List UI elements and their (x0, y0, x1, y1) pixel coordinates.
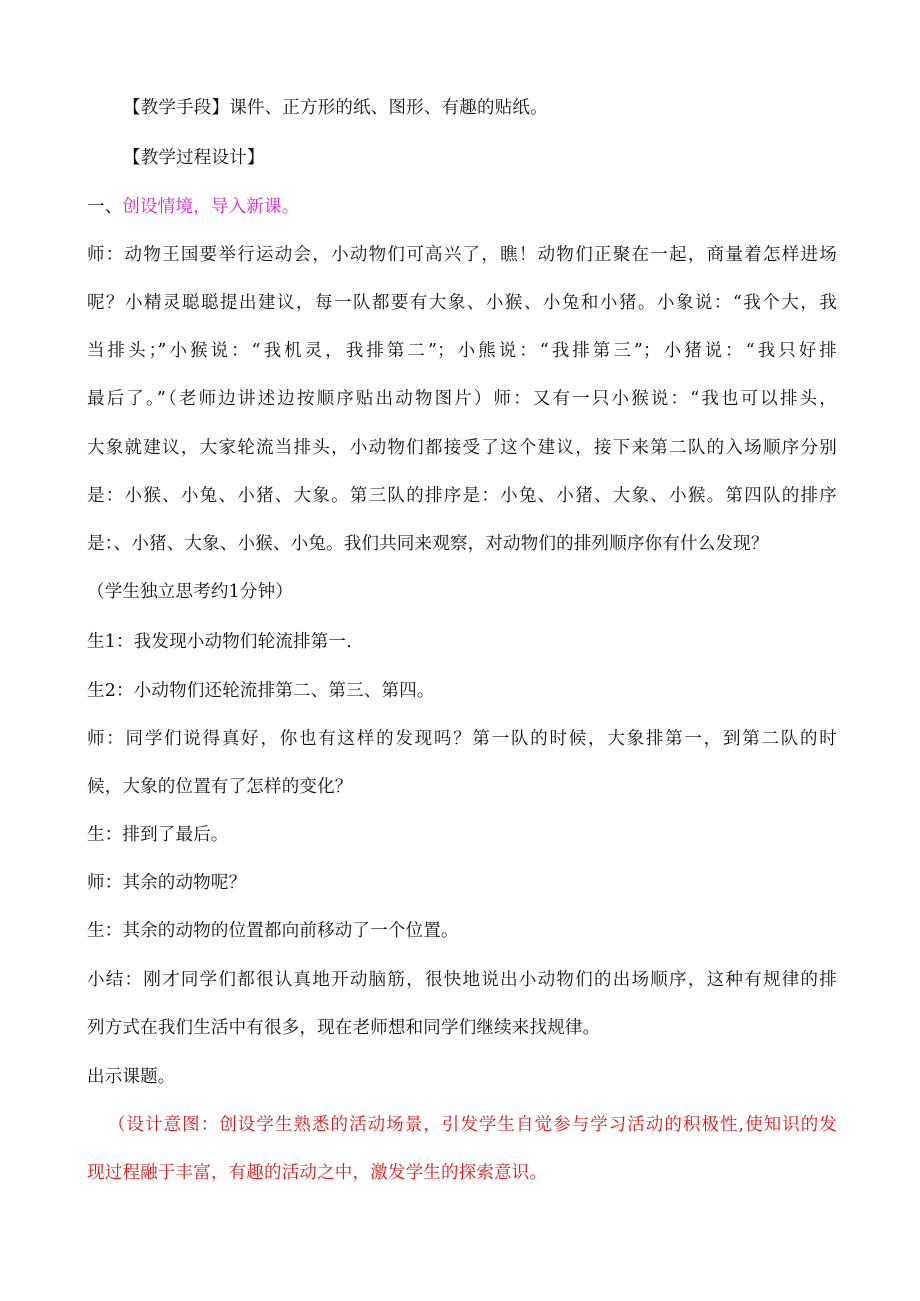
paragraph-line: 最后了。”（老师边讲述边按顺序贴出动物图片）师：又有一只小猴说：“我也可以排头， (87, 389, 837, 409)
paragraph-line: 是：、小猪、大象、小猴、小兔。我们共同来观察，对动物们的排列顺序你有什么发现？ (87, 534, 769, 554)
paragraph-line: 师：动物王国要举行运动会，小动物们可高兴了，瞧！动物们正聚在一起，商量着怎样进场 (87, 245, 837, 265)
summary-line: 小结：刚才同学们都很认真地开动脑筋，很快地说出小动物们的出场顺序，这种有规律的排 (87, 970, 837, 990)
show-topic-line: 出示课题。 (87, 1067, 176, 1087)
section-number: 一、 (87, 197, 123, 217)
paragraph-line: 是：小猴、小兔、小猪、大象。第三队的排序是：小兔、小猪、大象、小猴。第四队的排序 (87, 486, 837, 506)
teacher-question-line: 候，大象的位置有了怎样的变化？ (87, 777, 353, 797)
paragraph-line: 当排头；”小猴说：“我机灵，我排第二”；小熊说：“我排第三”；小猪说：“我只好排 (87, 341, 837, 361)
section-title: 创设情境，导入新课。 (122, 197, 300, 217)
student-2-answer: 生2：小动物们还轮流排第二、第三、第四。 (87, 681, 435, 701)
teacher-question: 师：其余的动物呢？ (87, 873, 247, 893)
paragraph-line: 呢？小精灵聪聪提出建议，每一队都要有大象、小猴、小兔和小猪。小象说：“我个大，我 (87, 293, 837, 313)
student-1-answer: 生1：我发现小动物们轮流排第一. (87, 632, 352, 652)
teacher-question-line: 师：同学们说得真好，你也有这样的发现吗？第一队的时候，大象排第一，到第二队的时 (87, 729, 837, 749)
design-intent-line: （设计意图：创设学生熟悉的活动场景，引发学生自觉参与学习活动的积极性,使知识的发 (108, 1115, 837, 1135)
summary-line: 列方式在我们生活中有很多，现在老师想和同学们继续来找规律。 (87, 1018, 601, 1038)
design-intent-line: 现过程融于丰富，有趣的活动之中，激发学生的探索意识。 (87, 1163, 548, 1183)
section-heading-1 (87, 193, 837, 221)
paragraph-line: 大象就建议，大家轮流当排头，小动物们都接受了这个建议，接下来第二队的入场顺序分别 (87, 438, 837, 458)
student-answer: 生：其余的动物的位置都向前移动了一个位置。 (87, 921, 459, 941)
student-answer: 生：排到了最后。 (87, 825, 229, 845)
student-thinking-note: （学生独立思考约1分钟） (87, 582, 294, 602)
process-design-heading: 【教学过程设计】 (123, 148, 265, 168)
teaching-means-line: 【教学手段】课件、正方形的纸、图形、有趣的贴纸。 (123, 98, 548, 118)
